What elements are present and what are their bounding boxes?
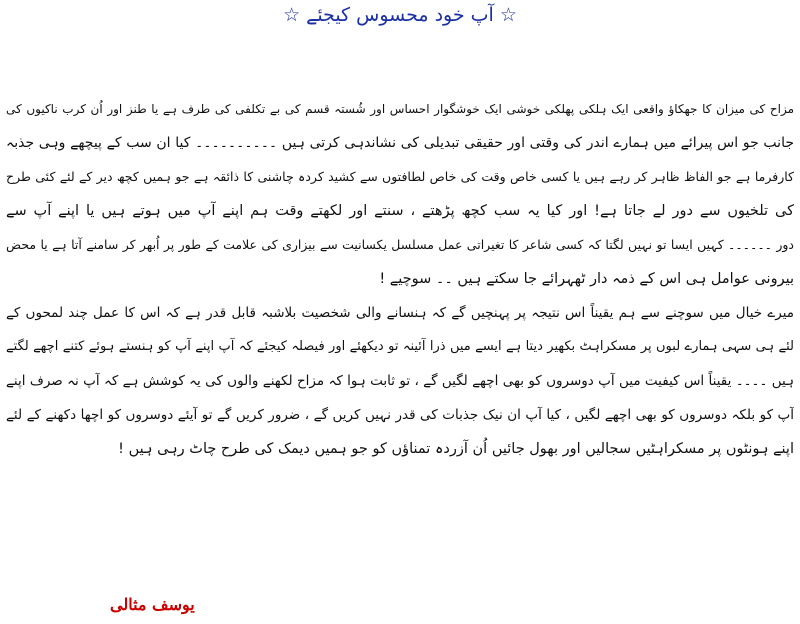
article-title: ☆ آپ خود محسوس کیجئے ☆	[283, 4, 517, 26]
text-line: اپنے ہونٹوں پر مسکراہٹیں سجالیں اور بھول جائیں اُن آزردہ تمناؤں کو جو ہمیں دیمک کی طرح چاٹ رہی ہیں !	[118, 441, 794, 457]
text-line: بیرونی عوامل ہی اس کے ذمہ دار ٹھہرائے جا سکتے ہیں ۔۔ سوچیے !	[379, 271, 794, 287]
text-line: ہیں ۔۔۔۔ یقیناً اس کیفیت میں آپ دوسروں کو بھی اچھے لگیں گے ، تو ثابت ہوا کہ مزاح لکھنے والوں کی یہ کوشش ہے کہ آپ نہ صرف اپنے	[6, 373, 794, 389]
text-line: کی تلخیوں سے دور لے جاتا ہے! اور کیا یہ سب کچھ پڑھتے ، سنتے اور لکھتے وقت ہم اپنے آپ میں ہوتے ہیں یا اپنے آپ سے	[6, 203, 794, 219]
article-body	[6, 92, 794, 466]
text-line: میرے خیال میں سوچنے سے ہم یقیناً اس نتیجہ پر پہنچیں گے کہ ہنسانے والی شخصیت بلاشبہ قابل قدر ہے کہ اس کا عمل چند لمحوں کے	[6, 305, 794, 321]
text-line: آپ کو بلکہ دوسروں کو بھی اچھے لگیں ، کیا آپ ان نیک جذبات کی قدر نہیں کریں گے ، ضرور کریں گے تو آیئے دوسروں کو اچھا دکھنے کے لئے	[6, 407, 794, 423]
text-line: لئے ہی سہی ہمارے لبوں پر مسکراہٹ بکھیر دیتا ہے ایسے میں ذرا آئینہ تو دیکھئے اور فیصلہ کیجئے کہ آپ اپنے آپ کو ہنستے ہوئے کتنے اچھے لگتے	[6, 339, 794, 354]
text-line: دور ۔۔۔۔۔۔ کہیں ایسا تو نہیں لگتا کہ کسی شاعر کا تغیراتی عمل مسلسل یکسانیت سے بیزاری کی علامت کے طور پر اُبھر کر سامنے آتا ہے یا محض	[6, 237, 794, 252]
text-line: مزاح کی میزان کا جھکاؤ واقعی ایک ہلکی پھلکی خوشی ایک خوشگوار احساس اور شُستہ قسم کی بے تکلفی کی طرف ہے یا طنز اور اُن کرب ناکیوں کی	[6, 102, 794, 116]
author-signature: یوسف مثالی	[110, 595, 195, 614]
text-line: جانب جو اس پیرائے میں ہمارے اندر کی وقتی اور حقیقی تبدیلی کی نشاندہی کرتی ہیں ۔۔۔۔۔۔۔۔۔۔ کیا ان سب کے پیچھے وہی جذبہ	[6, 135, 794, 151]
text-line: کارفرما ہے جو الفاظ ظاہر کر رہے ہیں یا کسی خاص وقت کی خاص لطافتوں سے کشید کردہ چاشنی کا ذائقہ ہے جو ہمیں کچھ دیر کے لئے کئی طرح	[6, 169, 794, 184]
